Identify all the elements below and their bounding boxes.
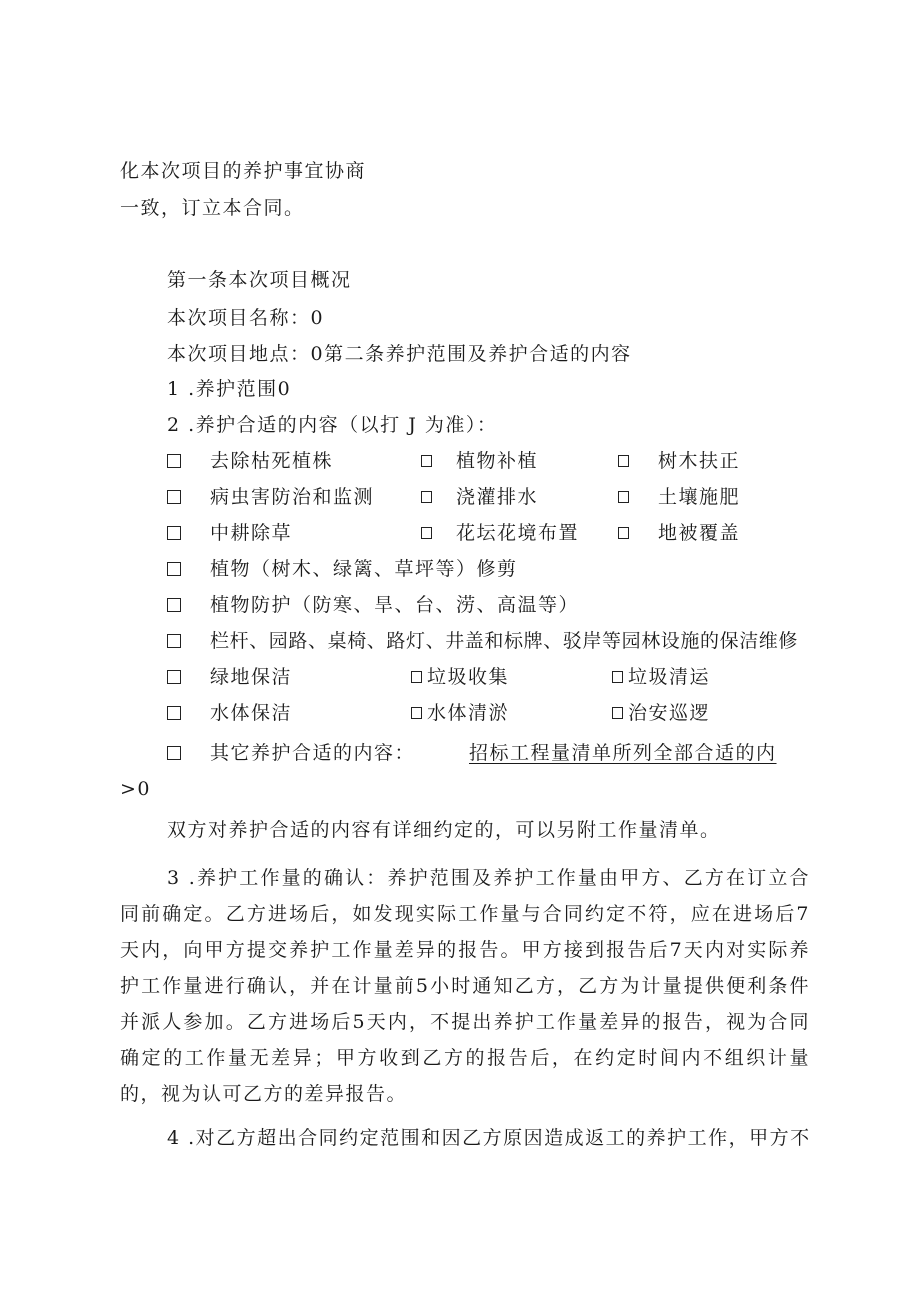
checkbox[interactable] bbox=[167, 484, 181, 510]
checklist-label: 水体清淤 bbox=[427, 702, 510, 724]
paragraph-4: 4 .对乙方超出合同约定范围和因乙方原因造成返工的养护工作，甲方不 bbox=[167, 1127, 811, 1149]
checklist-label: 去除枯死植株 bbox=[210, 450, 334, 472]
checklist-label: 垃圾收集 bbox=[427, 666, 510, 688]
checklist-label: 植物补植 bbox=[456, 450, 539, 472]
checkbox[interactable] bbox=[421, 484, 436, 510]
checkbox[interactable] bbox=[167, 628, 181, 654]
checklist-label: 土壤施肥 bbox=[658, 486, 741, 508]
detail-note: 双方对养护合适的内容有详细约定的，可以另附工作量清单。 bbox=[167, 819, 721, 841]
other-content-value: 招标工程量清单所列全部合适的内 bbox=[469, 742, 777, 764]
checklist-label: 栏杆、园路、桌椅、路灯、井盖和标牌、驳岸等园林设施的保洁维修 bbox=[210, 630, 799, 652]
checkbox[interactable] bbox=[612, 700, 627, 726]
checklist-label: 病虫害防治和监测 bbox=[210, 486, 375, 508]
other-content-continuation: >0 bbox=[120, 778, 152, 800]
checkbox[interactable] bbox=[167, 740, 181, 766]
checklist-label: 树木扶正 bbox=[658, 450, 741, 472]
checkbox[interactable] bbox=[167, 664, 181, 690]
checkbox[interactable] bbox=[411, 664, 426, 690]
checkbox[interactable] bbox=[618, 484, 633, 510]
project-name-line: 本次项目名称：0 bbox=[167, 307, 325, 329]
checkbox[interactable] bbox=[167, 556, 181, 582]
project-place-line: 本次项目地点：0第二条养护范围及养护合适的内容 bbox=[167, 343, 632, 365]
checklist-label: 植物防护（防寒、旱、台、涝、高温等） bbox=[210, 594, 580, 616]
scope-item: 1 .养护范围0 bbox=[167, 378, 292, 400]
checkbox[interactable] bbox=[618, 520, 633, 546]
article-1-title: 第一条本次项目概况 bbox=[167, 269, 352, 291]
checklist-label: 垃圾清运 bbox=[628, 666, 711, 688]
checkbox[interactable] bbox=[421, 448, 436, 474]
checklist-label: 绿地保洁 bbox=[210, 666, 293, 688]
checkbox[interactable] bbox=[167, 448, 181, 474]
content-item-title: 2 .养护合适的内容（以打 J 为准）： bbox=[167, 414, 498, 436]
checklist-label: 花坛花境布置 bbox=[456, 522, 580, 544]
checklist-label: 水体保洁 bbox=[210, 702, 293, 724]
checkbox[interactable] bbox=[612, 664, 627, 690]
checklist-label: 浇灌排水 bbox=[456, 486, 539, 508]
checkbox[interactable] bbox=[167, 520, 181, 546]
checkbox[interactable] bbox=[167, 592, 181, 618]
checkbox[interactable] bbox=[618, 448, 633, 474]
checklist-label: 地被覆盖 bbox=[658, 522, 741, 544]
checklist-label: 中耕除草 bbox=[210, 522, 293, 544]
intro-line-1: 化本次项目的养护事宜协商 bbox=[120, 160, 367, 182]
checklist-label: 植物（树木、绿篱、草坪等）修剪 bbox=[210, 558, 518, 580]
checkbox[interactable] bbox=[167, 700, 181, 726]
checklist-label: 其它养护合适的内容： bbox=[210, 742, 416, 764]
checkbox[interactable] bbox=[421, 520, 436, 546]
checkbox[interactable] bbox=[411, 700, 426, 726]
checklist-label: 治安巡逻 bbox=[628, 702, 711, 724]
intro-line-2: 一致，订立本合同。 bbox=[120, 197, 305, 219]
paragraph-3: 3 .养护工作量的确认：养护范围及养护工作量由甲方、乙方在订立合同前确定。乙方进场后，如发现实际工作量与合同约定不符，应在进场后7天内，向甲方提交养护工作量差异的报告。甲方接到报告后7天内对实际养护工作量进行确认，并在计量前5小时通知乙方，乙方为计量提供便利条件并派人参加。乙方进场后5天内，不提出养护工作量差异的报告，视为合同确定的工作量无差异；甲方收到乙方的报告后，在约定时间内不组织计量的，视为认可乙方的差异报告。 bbox=[120, 867, 810, 1105]
